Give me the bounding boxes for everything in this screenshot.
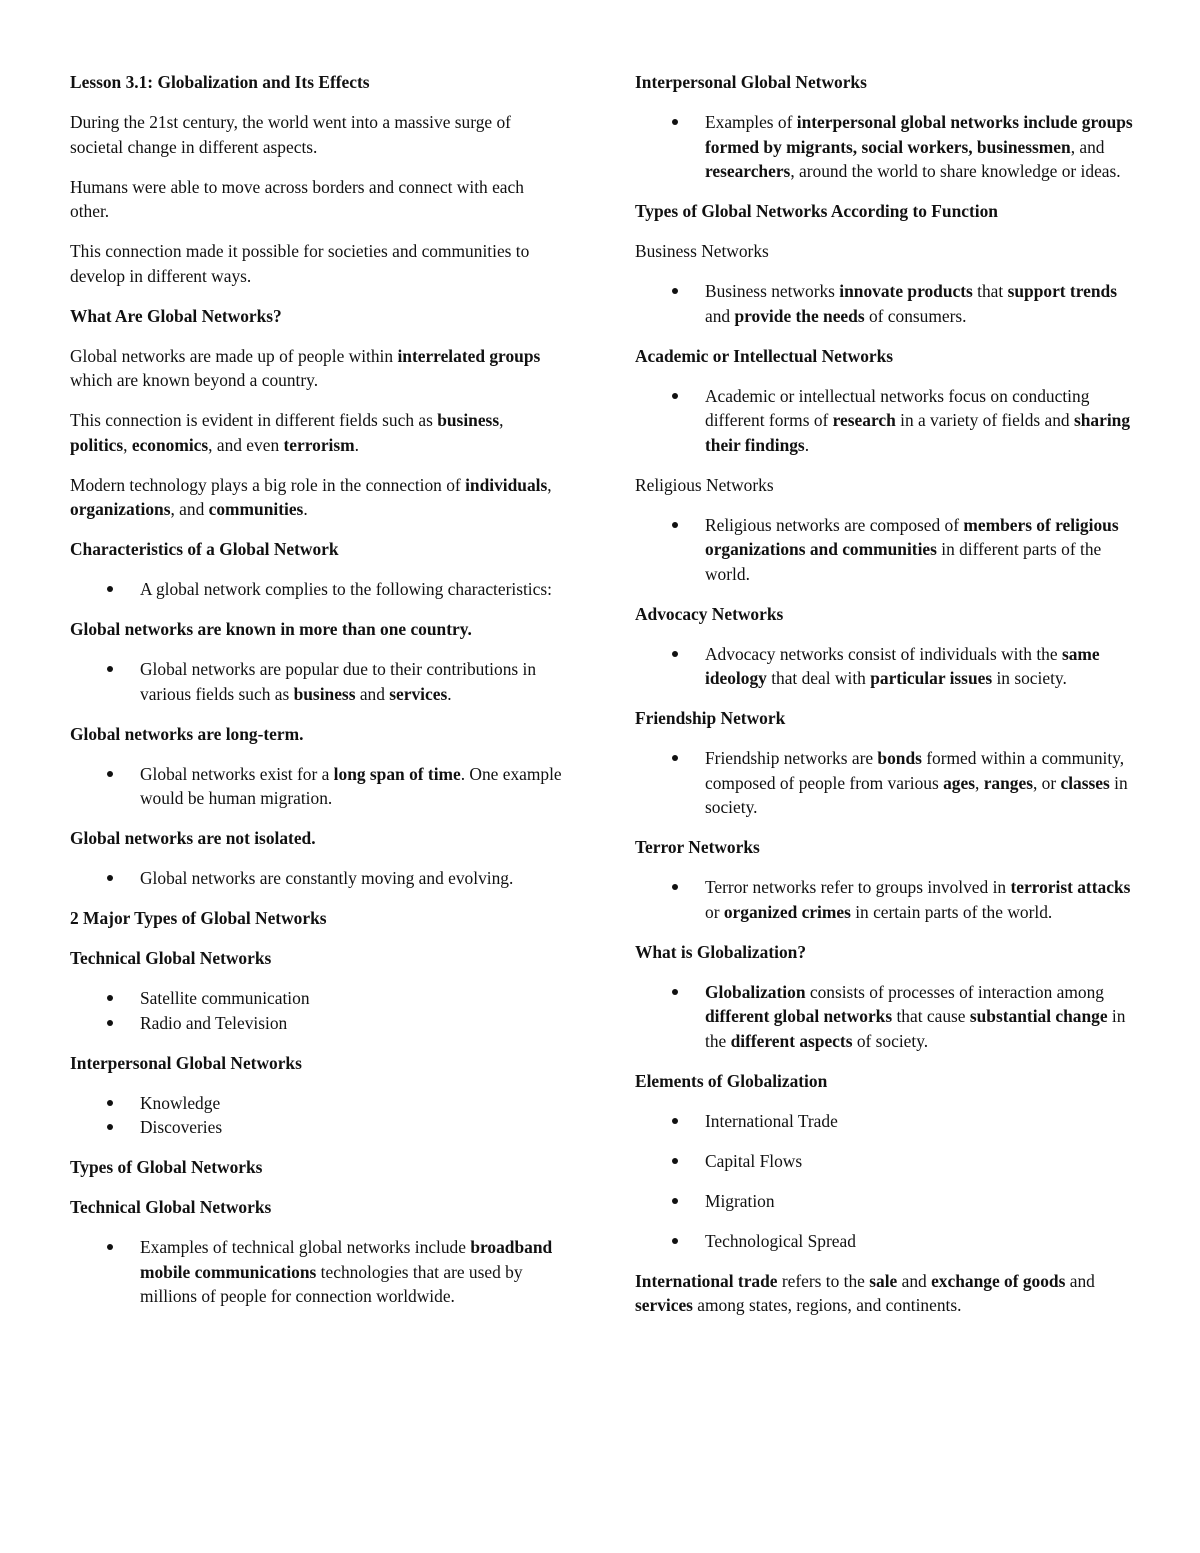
list-item: A global network complies to the following characteristics: [70,577,565,602]
bullet-list [70,986,565,1035]
bold-term: broadband mobile communications [140,1237,553,1282]
bold-term: Globalization [705,981,806,1002]
bold-term: different aspects [730,1030,853,1051]
section-heading: Academic or Intellectual Networks [635,345,894,366]
list-item [635,746,1135,820]
text-run: and [705,305,735,326]
list-item [70,762,565,811]
list-item [635,384,1135,458]
text-run: , [123,434,132,455]
bold-term: terrorist attacks [1010,877,1131,897]
bullet-list [635,384,1135,458]
text-run: Religious networks are composed of [705,514,964,535]
section-heading: Global networks are long-term. [70,723,304,744]
bullet-list [635,642,1135,691]
bold-term: communities [208,499,304,519]
list-item: International Trade [635,1109,1135,1134]
section-heading: What is Globalization? [635,941,807,962]
list-item [635,513,1135,587]
paragraph [70,473,565,522]
text-run: that [972,281,1008,301]
text-run: among states, regions, and continents. [692,1295,962,1315]
bold-term: ages [943,772,975,793]
bold-term: substantial change [969,1006,1108,1026]
bullet-list [635,875,1135,924]
text-run: , [547,474,552,495]
text-run: or [705,901,724,922]
list-item: Capital Flows [635,1149,1135,1174]
bold-term: members of religious organizations and communities [705,514,1119,559]
bold-term: ranges [983,772,1033,793]
section-heading: Global networks are not isolated. [70,828,316,848]
bullet-list [70,762,565,811]
bold-term: interpersonal global networks include groups formed by migrants, social workers, businessmen [705,112,1133,157]
bold-term: research [832,410,896,430]
bold-term: particular issues [870,668,993,688]
text-run: and [897,1270,932,1291]
list-item [70,657,565,706]
text-run: Academic or intellectual networks focus on conducting different forms of [705,385,1090,430]
text-run: Global networks are popular due to their contributions in various fields such as [140,659,537,704]
text-run: Terror networks refer to groups involved in [705,877,1011,897]
text-run: , [499,410,504,430]
text-run: . [804,434,810,455]
bold-term: sharing their findings [705,410,1131,455]
bold-term: economics [131,434,209,455]
bold-term: long span of time [333,763,461,784]
text-run: , and [170,499,209,519]
bold-term: innovate products [839,281,973,301]
list-item: Discoveries [70,1115,565,1140]
list-item [635,980,1135,1054]
bold-term: provide the needs [734,305,865,326]
section-heading: Elements of Globalization [635,1070,828,1091]
text-run: in certain parts of the world. [850,901,1053,922]
bold-term: different global networks [705,1006,893,1026]
text-run: formed within a community, composed of people from various [705,748,1125,793]
text-run: of society. [852,1030,929,1051]
bullet-list [635,110,1135,184]
bold-term: researchers [705,161,791,181]
text-run: in society. [705,772,1128,817]
bullet-list [635,279,1135,328]
bullet-list [635,513,1135,587]
section-heading: Characteristics of a Global Network [70,539,339,559]
text-run: that deal with [766,668,871,688]
text-run: of consumers. [864,305,967,326]
paragraph [635,1269,1135,1318]
section-heading: Advocacy Networks [635,603,784,624]
text-run: . [303,499,308,519]
bullet-list [70,866,565,891]
list-item: Global networks are constantly moving and evolving. [70,866,565,891]
bold-term: business [293,683,356,704]
section-heading: Terror Networks [635,837,760,857]
paragraph [70,408,565,457]
section-heading: What Are Global Networks? [70,305,282,326]
bold-term: support trends [1007,281,1117,301]
bold-term: organized crimes [723,901,851,922]
text-run: refers to the [777,1270,870,1291]
bullet-list [70,1235,565,1309]
paragraph [70,344,565,393]
intro-paragraph: This connection made it possible for societies and communities to develop in different ways. [70,241,530,286]
bullet-list [635,746,1135,820]
text-run: This connection is evident in different fields such as [70,410,438,430]
bold-term: bonds [877,748,922,768]
bold-term: sale [869,1270,898,1291]
left-column [70,70,565,1324]
text-run: Advocacy networks consist of individuals with the [705,643,1062,664]
text-run: and [1065,1270,1095,1291]
text-run: , around the world to share knowledge or ideas. [790,161,1121,181]
bullet-list [70,1091,565,1140]
text-run: that cause [892,1006,970,1026]
text-run: Examples of [705,112,797,132]
text-run: Global networks exist for a [140,763,334,784]
section-heading: Global networks are known in more than one country. [70,619,472,639]
list-item [635,110,1135,184]
section-heading: Technical Global Networks [70,948,272,968]
text-run: Global networks are made up of people within [70,345,398,366]
bullet-list [70,577,565,602]
section-heading: Interpersonal Global Networks [70,1052,302,1073]
text-run: in different parts of the world. [705,539,1102,584]
section-heading: 2 Major Types of Global Networks [70,908,327,928]
list-item [635,642,1135,691]
section-heading: Types of Global Networks [70,1157,263,1177]
text-run: Friendship networks are [705,748,878,768]
list-item [70,1235,565,1309]
list-item: Radio and Television [70,1011,565,1036]
bold-term: politics [70,434,124,455]
bold-term: services [635,1295,693,1315]
text-run: . [354,434,359,455]
list-item: Technological Spread [635,1229,1135,1254]
text-run: and [355,683,390,704]
bold-term: classes [1060,772,1110,793]
text-run: Examples of technical global networks include [140,1237,471,1257]
list-item: Satellite communication [70,986,565,1011]
bold-term: International trade [635,1270,778,1291]
text-run: in the [705,1006,1126,1051]
list-item [635,875,1135,924]
text-run: . One example would be human migration. [140,763,562,808]
section-heading: Interpersonal Global Networks [635,72,867,92]
bold-term: business [437,410,500,430]
text-run: which are known beyond a country. [70,370,319,390]
subheading: Business Networks [635,241,769,261]
text-run: Modern technology plays a big role in the connection of [70,474,466,495]
list-item [635,279,1135,328]
bold-term: terrorism [283,434,355,455]
intro-paragraph: Humans were able to move across borders and connect with each other. [70,176,524,221]
bold-term: exchange of goods [931,1270,1066,1291]
text-run: . [447,683,452,704]
text-run: in a variety of fields and [895,410,1074,430]
section-heading: Friendship Network [635,708,786,728]
text-run: , and even [208,434,284,455]
text-run: , [974,772,984,793]
list-item: Knowledge [70,1091,565,1116]
text-run: , and [1070,136,1105,157]
text-run: , or [1032,772,1061,793]
list-item: Migration [635,1189,1135,1214]
text-run: in society. [992,668,1067,688]
subheading: Religious Networks [635,474,774,495]
section-heading: Types of Global Networks According to Function [635,201,998,221]
bullet-list [635,1109,1135,1254]
bullet-list [70,657,565,706]
bold-term: individuals [465,474,548,495]
text-run: consists of processes of interaction among [805,981,1104,1002]
bold-term: same ideology [705,643,1100,688]
bold-term: organizations [70,499,171,519]
text-run: technologies that are used by millions of people for connection worldwide. [140,1261,523,1306]
bold-term: interrelated groups [397,345,541,366]
text-run: Business networks [705,281,840,301]
lesson-title: Lesson 3.1: Globalization and Its Effects [70,72,370,92]
section-heading: Technical Global Networks [70,1197,272,1217]
bold-term: services [389,683,448,704]
right-column [635,70,1135,1333]
intro-paragraph: During the 21st century, the world went into a massive surge of societal change in different aspects. [70,112,511,157]
bullet-list [635,980,1135,1054]
